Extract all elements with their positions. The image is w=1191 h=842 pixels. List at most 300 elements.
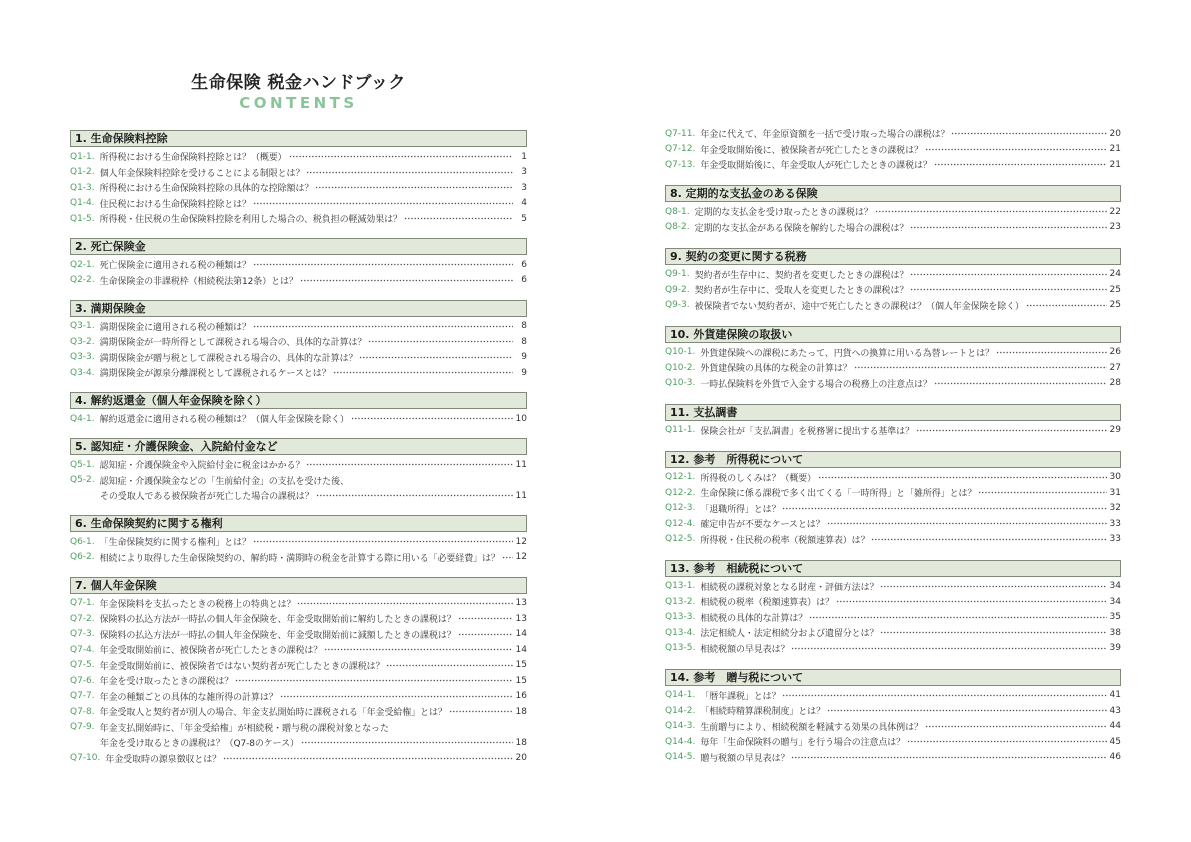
dot-leader xyxy=(368,340,513,343)
page-number: 20 xyxy=(1109,128,1121,139)
entry-line xyxy=(70,751,527,767)
dot-leader xyxy=(836,600,1107,603)
dot-leader xyxy=(280,695,513,698)
question-text: 法定相続人・法定相続分および遺留分とは？ xyxy=(700,629,879,640)
question-text: 保険会社が「支払調書」を税務署に提出する基準は？ xyxy=(700,426,914,437)
question-text: 住民税における生命保険料控除とは？ xyxy=(99,199,251,210)
question-list xyxy=(665,267,1121,314)
entry-line xyxy=(665,610,1121,626)
toc-entry[interactable] xyxy=(665,298,1121,314)
question-text: 年金受取開始後に、被保険者が死亡したときの課税は？ xyxy=(700,145,923,156)
entry-line xyxy=(70,642,527,658)
question-text: 生命保険金の非課税枠（相続税法第12条）とは？ xyxy=(99,276,298,287)
dot-leader xyxy=(502,556,513,559)
question-text: 年金保険料を支払ったときの税務上の特典とは？ xyxy=(99,599,296,610)
question-number: Q1-3. xyxy=(70,182,95,193)
section-heading: 11. 支払調書 xyxy=(665,404,1121,421)
toc-entry[interactable] xyxy=(665,734,1121,750)
entry-line xyxy=(70,273,527,289)
page-number: 9 xyxy=(521,352,527,363)
question-text: 所得税における生命保険料控除の具体的な控除額は？ xyxy=(99,184,314,195)
dot-leader xyxy=(910,273,1107,276)
toc-entry[interactable] xyxy=(665,594,1121,610)
entry-line xyxy=(665,501,1121,517)
toc-entry[interactable] xyxy=(665,204,1121,220)
toc-entry[interactable] xyxy=(70,704,527,720)
question-text: 保険料の払込方法が一時払の個人年金保険を、年金受取開始前に減額したときの課税は？ xyxy=(99,630,456,641)
toc-entry[interactable] xyxy=(665,126,1121,142)
page-number: 15 xyxy=(515,660,527,671)
question-text: 「生命保険契約に関する権利」とは？ xyxy=(99,538,251,549)
page-number: 18 xyxy=(515,706,527,717)
section-heading: 1. 生命保険料控除 xyxy=(70,130,527,147)
question-text: 相続税の課税対象となる財産・評価方法は？ xyxy=(700,582,879,593)
page-number: 29 xyxy=(1109,425,1121,436)
dot-leader xyxy=(791,756,1107,759)
question-number: Q6-2. xyxy=(70,552,95,563)
entry-line xyxy=(70,720,527,736)
entry-line xyxy=(70,673,527,689)
page-number: 34 xyxy=(1109,581,1121,592)
section-heading: 5. 認知症・介護保険金、入院給付金など xyxy=(70,438,527,455)
toc-entry[interactable] xyxy=(70,273,527,289)
question-number: Q14-2. xyxy=(665,705,696,716)
toc-left-column xyxy=(70,130,527,778)
section-heading: 13. 参考 相続税について xyxy=(665,560,1121,577)
dot-leader xyxy=(925,725,1107,728)
question-number: Q7-4. xyxy=(70,644,95,655)
toc-entry[interactable] xyxy=(70,257,527,273)
dot-leader xyxy=(324,648,513,651)
page-number: 22 xyxy=(1109,206,1121,217)
toc-section xyxy=(70,300,527,381)
question-list xyxy=(70,149,527,227)
dot-leader xyxy=(458,617,513,620)
page-number: 6 xyxy=(521,275,527,286)
question-number: Q7-1. xyxy=(70,598,95,609)
entry-line xyxy=(70,658,527,674)
dot-leader xyxy=(316,494,513,497)
question-text: 外貨建保険の具体的な税金の計算は？ xyxy=(700,364,852,375)
page-number: 13 xyxy=(515,613,527,624)
dot-leader xyxy=(880,631,1107,634)
page-number: 45 xyxy=(1109,736,1121,747)
question-text: 所得税・住民税の生命保険料控除を利用した場合の、税負担の軽減効果は？ xyxy=(99,215,402,226)
toc-entry[interactable] xyxy=(665,267,1121,283)
toc-entry[interactable] xyxy=(665,579,1121,595)
dot-leader xyxy=(782,507,1107,510)
page-number: 41 xyxy=(1109,690,1121,701)
page-number: 8 xyxy=(521,321,527,332)
page-number: 14 xyxy=(515,629,527,640)
page-number: 3 xyxy=(521,182,527,193)
question-text: 所得税・住民税の税率（税額速算表）は？ xyxy=(700,535,870,546)
entry-line xyxy=(665,485,1121,501)
question-text: その受取人である被保険者が死亡した場合の課税は？ xyxy=(100,492,314,503)
section-heading: 8. 定期的な支払金のある保険 xyxy=(665,185,1121,202)
entry-line xyxy=(70,457,527,473)
question-text: 外貨建保険への課税にあたって、円貨への換算に用いる為替レートとは？ xyxy=(700,348,994,359)
toc-entry[interactable] xyxy=(70,751,527,767)
question-list xyxy=(70,257,527,288)
page-number: 33 xyxy=(1109,534,1121,545)
section-heading: 6. 生命保険契約に関する権利 xyxy=(70,515,527,532)
toc-entry[interactable] xyxy=(665,719,1121,735)
toc-entry[interactable] xyxy=(70,473,527,504)
page-number: 3 xyxy=(521,167,527,178)
toc-entry[interactable] xyxy=(70,180,527,196)
question-text: 年金を受け取るときの課税は？（Q7-8のケース） xyxy=(100,739,299,750)
page-number: 11 xyxy=(515,459,527,470)
section-heading: 9. 契約の変更に関する税務 xyxy=(665,248,1121,265)
entry-line xyxy=(665,734,1121,750)
question-number: Q10-3. xyxy=(665,378,696,389)
toc-entry[interactable] xyxy=(70,319,527,335)
entry-line xyxy=(665,282,1121,298)
question-number: Q10-1. xyxy=(665,347,696,358)
section-heading: 2. 死亡保険金 xyxy=(70,238,527,255)
question-text: 相続税額の早見表は？ xyxy=(700,644,790,655)
dot-leader xyxy=(875,210,1107,213)
dot-leader xyxy=(306,463,513,466)
question-text: 年金受取開始前に、被保険者ではない契約者が死亡したときの課税は？ xyxy=(99,661,385,672)
toc-entry[interactable] xyxy=(665,750,1121,766)
question-text: 所得税における生命保険料控除とは？（概要） xyxy=(99,153,287,164)
toc-section xyxy=(665,404,1121,439)
toc-entry[interactable] xyxy=(70,550,527,566)
question-text: 「退職所得」とは？ xyxy=(700,504,781,515)
question-text: 年金受取人と契約者が別人の場合、年金支払開始時に課税される「年金受給権」とは？ xyxy=(99,708,447,719)
toc-entry[interactable] xyxy=(70,658,527,674)
question-number: Q9-3. xyxy=(665,300,690,311)
question-text: 年金の種類ごとの具体的な雑所得の計算は？ xyxy=(99,692,278,703)
question-number: Q12-3. xyxy=(665,503,696,514)
toc-right-column xyxy=(665,126,1121,778)
page-number: 27 xyxy=(1109,362,1121,373)
entry-line xyxy=(665,360,1121,376)
entry-line xyxy=(70,211,527,227)
question-text: 相続税の税率（税額速算表）は？ xyxy=(700,598,834,609)
dot-leader xyxy=(351,417,513,420)
dot-leader xyxy=(306,171,513,174)
dot-leader xyxy=(1026,304,1107,307)
entry-line xyxy=(665,703,1121,719)
question-text: 個人年金保険料控除を受けることによる制限とは？ xyxy=(99,168,305,179)
question-text: 確定申告が不要なケースとは？ xyxy=(700,520,825,531)
page-number: 15 xyxy=(515,675,527,686)
toc-entry[interactable] xyxy=(665,423,1121,439)
toc-entry[interactable] xyxy=(70,534,527,550)
entry-line xyxy=(665,579,1121,595)
page-number: 26 xyxy=(1109,347,1121,358)
entry-line xyxy=(70,735,527,751)
page-number: 21 xyxy=(1109,159,1121,170)
toc-section xyxy=(70,130,527,227)
question-list xyxy=(70,457,527,504)
question-text: 年金受取開始後に、年金受取人が死亡したときの課税は？ xyxy=(700,161,932,172)
toc-section xyxy=(70,238,527,288)
entry-line xyxy=(665,594,1121,610)
dot-leader xyxy=(880,585,1107,588)
question-number: Q7-11. xyxy=(665,128,696,139)
question-number: Q12-2. xyxy=(665,487,696,498)
question-text: 生命保険に係る課税で多く出てくる「一時所得」と「雑所得」とは？ xyxy=(700,489,977,500)
entry-line xyxy=(665,157,1121,173)
entry-line xyxy=(70,689,527,705)
question-number: Q13-5. xyxy=(665,643,696,654)
question-number: Q11-1. xyxy=(665,425,696,436)
question-number: Q13-2. xyxy=(665,596,696,607)
dot-leader xyxy=(978,491,1107,494)
toc-entry[interactable] xyxy=(665,532,1121,548)
question-list xyxy=(665,423,1121,439)
toc-entry[interactable] xyxy=(665,142,1121,158)
toc-entry[interactable] xyxy=(70,457,527,473)
entry-line xyxy=(665,625,1121,641)
dot-leader xyxy=(300,279,513,282)
question-number: Q7-9. xyxy=(70,722,95,733)
dot-leader xyxy=(910,288,1107,291)
question-list xyxy=(665,345,1121,392)
dot-leader xyxy=(827,709,1107,712)
entry-line xyxy=(70,365,527,381)
document-title: 生命保険 税金ハンドブック xyxy=(191,73,406,93)
toc-entry[interactable] xyxy=(70,350,527,366)
question-number: Q14-5. xyxy=(665,752,696,763)
toc-entry[interactable] xyxy=(70,611,527,627)
question-text: 満期保険金に適用される税の種類は？ xyxy=(99,322,251,333)
toc-entry[interactable] xyxy=(665,282,1121,298)
dot-leader xyxy=(791,647,1107,650)
toc-entry[interactable] xyxy=(665,641,1121,657)
question-text: 満期保険金が源泉分離課税として課税されるケースとは？ xyxy=(99,369,331,380)
section-heading: 3. 満期保険金 xyxy=(70,300,527,317)
question-number: Q1-1. xyxy=(70,151,95,162)
question-text: 満期保険金が贈与税として課税される場合の、具体的な計算は？ xyxy=(99,353,358,364)
toc-section xyxy=(665,560,1121,657)
entry-line xyxy=(665,345,1121,361)
dot-leader xyxy=(934,163,1107,166)
page-number: 46 xyxy=(1109,752,1121,763)
dot-leader xyxy=(827,522,1107,525)
question-number: Q14-4. xyxy=(665,736,696,747)
question-text: 解約返還金に適用される税の種類は？（個人年金保険を除く） xyxy=(99,415,349,426)
entry-line xyxy=(70,165,527,181)
page-number: 11 xyxy=(515,490,527,501)
dot-leader xyxy=(386,664,513,667)
page-number: 4 xyxy=(521,198,527,209)
toc-entry[interactable] xyxy=(665,485,1121,501)
question-list xyxy=(70,534,527,565)
question-text: 相続により取得した生命保険契約の、解約時・満期時の税金を計算する際に用いる「必要経費」は？ xyxy=(99,553,500,564)
dot-leader xyxy=(910,226,1107,229)
dot-leader xyxy=(809,616,1107,619)
dot-leader xyxy=(458,633,513,636)
section-heading: 4. 解約返還金（個人年金保険を除く） xyxy=(70,392,527,409)
page-number: 44 xyxy=(1109,721,1121,732)
question-text: 被保険者でない契約者が、途中で死亡したときの課税は？（個人年金保険を除く） xyxy=(694,301,1024,312)
page-number: 8 xyxy=(521,336,527,347)
page-number: 25 xyxy=(1109,284,1121,295)
page-number: 38 xyxy=(1109,627,1121,638)
question-number: Q14-1. xyxy=(665,690,696,701)
toc-entry[interactable] xyxy=(70,689,527,705)
question-number: Q8-2. xyxy=(665,222,690,233)
page-number: 6 xyxy=(521,259,527,270)
question-number: Q12-4. xyxy=(665,518,696,529)
dot-leader xyxy=(951,132,1107,135)
toc-entry[interactable] xyxy=(70,365,527,381)
toc-entry[interactable] xyxy=(70,627,527,643)
entry-line xyxy=(665,423,1121,439)
toc-entry[interactable] xyxy=(70,211,527,227)
question-number: Q3-3. xyxy=(70,352,95,363)
dot-leader xyxy=(404,217,513,220)
question-number: Q13-1. xyxy=(665,581,696,592)
page-number: 24 xyxy=(1109,269,1121,280)
dot-leader xyxy=(223,757,513,760)
toc-section xyxy=(70,515,527,565)
toc-entry[interactable] xyxy=(665,516,1121,532)
question-number: Q1-2. xyxy=(70,167,95,178)
toc-section xyxy=(665,669,1121,766)
toc-section xyxy=(70,438,527,504)
entry-line xyxy=(665,688,1121,704)
dot-leader xyxy=(934,382,1107,385)
toc-entry[interactable] xyxy=(665,157,1121,173)
toc-entry[interactable] xyxy=(665,470,1121,486)
entry-line xyxy=(70,704,527,720)
toc-entry[interactable] xyxy=(665,501,1121,517)
question-number: Q12-1. xyxy=(665,472,696,483)
dot-leader xyxy=(253,325,513,328)
question-number: Q2-1. xyxy=(70,259,95,270)
page-number: 35 xyxy=(1109,612,1121,623)
question-text: 年金に代えて、年金原資額を一括で受け取った場合の課税は？ xyxy=(700,130,950,141)
dot-leader xyxy=(253,202,513,205)
page-number: 28 xyxy=(1109,378,1121,389)
question-number: Q3-1. xyxy=(70,321,95,332)
question-number: Q12-5. xyxy=(665,534,696,545)
toc-entry[interactable] xyxy=(665,376,1121,392)
toc-entry[interactable] xyxy=(70,411,527,427)
question-number: Q7-6. xyxy=(70,675,95,686)
question-list xyxy=(70,411,527,427)
dot-leader xyxy=(854,366,1107,369)
question-number: Q5-2. xyxy=(70,475,95,486)
question-text: 定期的な支払金を受け取ったときの課税は？ xyxy=(694,208,873,219)
page-number: 43 xyxy=(1109,705,1121,716)
question-number: Q7-3. xyxy=(70,629,95,640)
page-number: 20 xyxy=(515,753,527,764)
question-text: 死亡保険金に適用される税の種類は？ xyxy=(99,261,251,272)
question-number: Q7-10. xyxy=(70,753,101,764)
page-number: 16 xyxy=(515,691,527,702)
entry-line xyxy=(665,532,1121,548)
toc-entry[interactable] xyxy=(665,625,1121,641)
page-number: 1 xyxy=(521,151,527,162)
toc-section xyxy=(665,326,1121,392)
entry-line xyxy=(70,180,527,196)
dot-leader xyxy=(916,429,1107,432)
page-number: 23 xyxy=(1109,222,1121,233)
entry-line xyxy=(70,550,527,566)
toc-entry[interactable] xyxy=(70,596,527,612)
question-number: Q13-3. xyxy=(665,612,696,623)
dot-leader xyxy=(297,602,513,605)
question-list xyxy=(665,579,1121,657)
question-number: Q10-2. xyxy=(665,362,696,373)
toc-entry[interactable] xyxy=(665,220,1121,236)
question-number: Q8-1. xyxy=(665,206,690,217)
dot-leader xyxy=(907,740,1107,743)
question-list xyxy=(665,126,1121,173)
dot-leader xyxy=(289,155,513,158)
page-number: 18 xyxy=(515,737,527,748)
toc-entry[interactable] xyxy=(665,610,1121,626)
question-number: Q7-5. xyxy=(70,660,95,671)
dot-leader xyxy=(359,356,513,359)
toc-entry[interactable] xyxy=(665,345,1121,361)
question-number: Q5-1. xyxy=(70,459,95,470)
dot-leader xyxy=(782,694,1107,697)
toc-entry[interactable] xyxy=(70,720,527,751)
toc-section xyxy=(665,451,1121,548)
toc-entry[interactable] xyxy=(665,703,1121,719)
toc-entry[interactable] xyxy=(70,196,527,212)
toc-entry[interactable] xyxy=(70,149,527,165)
page-number: 25 xyxy=(1109,300,1121,311)
question-text: 年金受取時の源泉徴収とは？ xyxy=(105,754,222,765)
question-list xyxy=(665,204,1121,235)
dot-leader xyxy=(333,371,513,374)
dot-leader xyxy=(996,351,1107,354)
dot-leader xyxy=(253,263,513,266)
page-number: 5 xyxy=(521,213,527,224)
entry-line xyxy=(665,516,1121,532)
toc-entry[interactable] xyxy=(70,334,527,350)
entry-line xyxy=(70,627,527,643)
question-list xyxy=(665,688,1121,766)
toc-entry[interactable] xyxy=(665,360,1121,376)
question-text: 保険料の払込方法が一時払の個人年金保険を、年金受取開始前に解約したときの課税は？ xyxy=(99,615,456,626)
dot-leader xyxy=(301,741,513,744)
toc-entry[interactable] xyxy=(70,673,527,689)
section-heading: 14. 参考 贈与税について xyxy=(665,669,1121,686)
toc-section xyxy=(665,185,1121,235)
question-number: Q1-4. xyxy=(70,198,95,209)
question-number: Q7-2. xyxy=(70,613,95,624)
page-number: 34 xyxy=(1109,596,1121,607)
page-number: 10 xyxy=(515,413,527,424)
question-number: Q2-2. xyxy=(70,275,95,286)
contents-heading: CONTENTS xyxy=(239,94,358,112)
entry-line xyxy=(665,220,1121,236)
toc-entry[interactable] xyxy=(70,642,527,658)
entry-line xyxy=(665,470,1121,486)
question-text: 所得税のしくみは？（概要） xyxy=(700,473,817,484)
question-text: 贈与税額の早見表は？ xyxy=(700,753,790,764)
entry-line xyxy=(70,534,527,550)
question-text: 年金支払開始時に、「年金受給権」が相続税・贈与税の課税対象となった xyxy=(99,723,389,734)
toc-entry[interactable] xyxy=(70,165,527,181)
toc-entry[interactable] xyxy=(665,688,1121,704)
entry-line xyxy=(70,350,527,366)
question-text: 毎年「生命保険料の贈与」を行う場合の注意点は？ xyxy=(700,738,906,749)
entry-line xyxy=(70,488,527,504)
question-number: Q13-4. xyxy=(665,627,696,638)
dot-leader xyxy=(449,710,513,713)
